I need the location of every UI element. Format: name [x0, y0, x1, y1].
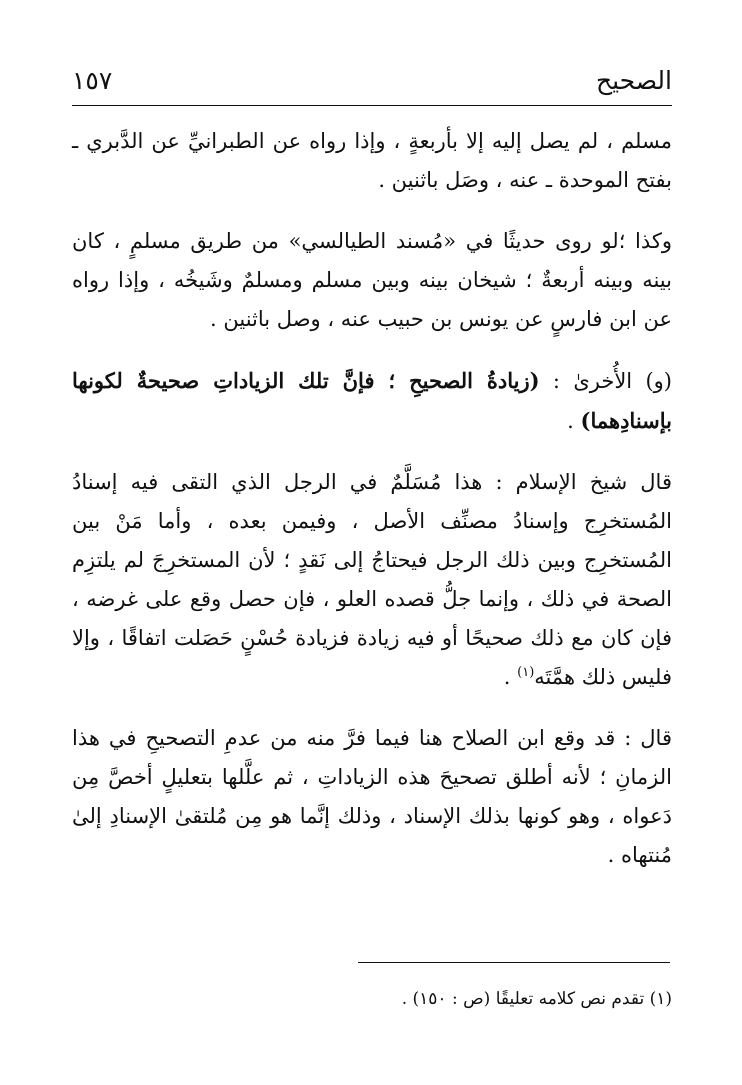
paragraph-2 [72, 222, 672, 339]
header-rule [72, 105, 672, 106]
paragraph-1 [72, 122, 672, 200]
para4-end: . [503, 665, 518, 689]
paragraph-text: مسلم ، لم يصل إليه إلا بأربعةٍ ، وإذا رواه عن الطبرانيِّ عن الدَّبري ـ بفتح الموحدة ـ عنه ، وصَل باثنين . [72, 129, 672, 192]
paragraph-5 [72, 719, 672, 875]
page-header [72, 60, 672, 106]
para4-text: قال شيخ الإسلام : هذا مُسَلَّمٌ في الرجل الذي التقى فيه إسنادُ المُستخرِج وإسنادُ مصنِّف الأصل ، وفيمن بعده ، وأما مَنْ بين المُستخرِج وبين ذلك الرجل فيحتاجُ إلى نَقدٍ ؛ لأن المستخرِجَ لم يلتزِم الصحة في ذلك ، وإنما جلُّ قصده العلو ، فإن حصل وقع على غرضه ، فإن كان مع ذلك صحيحًا أو فيه زيادة فزيادة حُسْنٍ حَصَلت اتفاقًا ، وإلا فليس ذلك همَّتَه [72, 470, 672, 689]
footnote-rule [358, 962, 670, 963]
para3-lead: (و) الأُخرىٰ : [552, 369, 672, 393]
paragraph-text [72, 463, 672, 697]
page-number: ١٥٧ [72, 66, 113, 95]
paragraph-3 [72, 361, 672, 441]
footnote-marker: (١) [517, 665, 535, 680]
paragraph-text [72, 361, 672, 441]
para3-bold-quote: (زيادةُ الصحيحِ ؛ فإنَّ تلك الزياداتِ صحيحةٌ لكونها بإسنادِهما) [72, 368, 672, 433]
para3-end: . [567, 409, 581, 433]
paragraph-text: قال : قد وقع ابن الصلاح هنا فيما فرَّ منه من عدمِ التصحيحِ في هذا الزمانِ ؛ لأنه أطلق تصحيحَ هذه الزياداتِ ، ثم علَّلها بتعليلٍ أخصَّ مِن دَعواه ، وهو كونها بذلك الإسناد ، وذلك إنَّما هو مِن مُلتقىٰ الإسنادِ إلىٰ مُنتهاه . [72, 726, 672, 867]
footnote: (١) تقدم نص كلامه تعليقًا (ص : ١٥٠) . [401, 989, 672, 1009]
running-title: الصحيح [595, 66, 672, 95]
paragraph-4 [72, 463, 672, 697]
paragraph-text: وكذا ؛لو روى حديثًا في «مُسند الطيالسي» من طريق مسلمٍ ، كان بينه وبينه أربعةٌ ؛ شيخان بينه وبين مسلم ومسلمٌ وشَيخُه ، وإذا رواه عن ابن فارسٍ عن يونس بن حبيب عنه ، وصل باثنين . [72, 229, 672, 331]
page-body [72, 122, 672, 897]
